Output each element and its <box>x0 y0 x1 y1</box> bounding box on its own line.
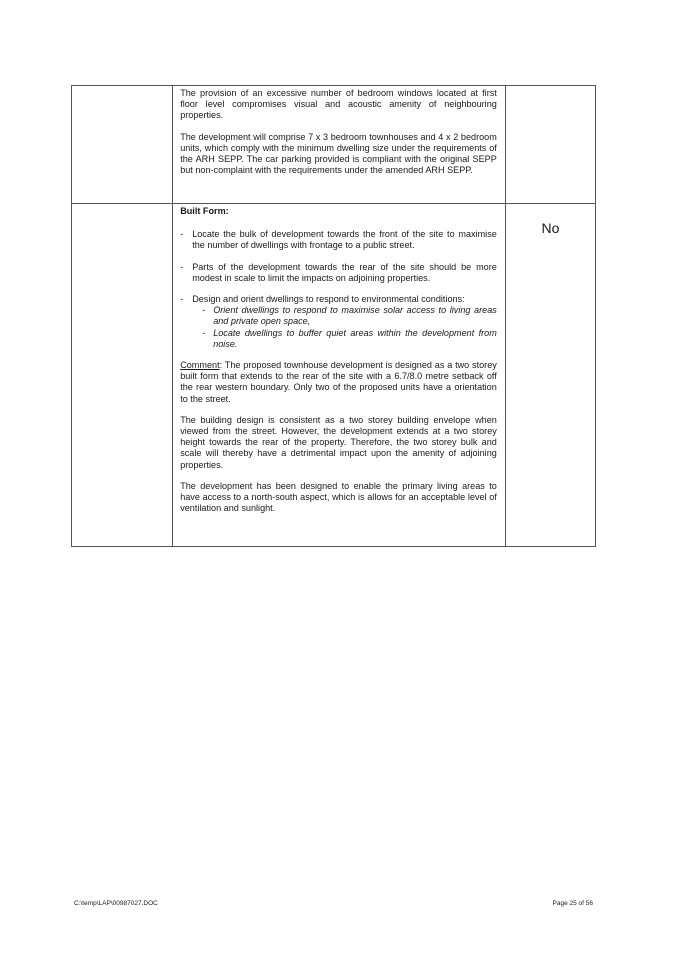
footer-file-path: C:\temp\LAP\00987027.DOC <box>74 900 158 907</box>
footer-page-number: Page 25 of 56 <box>552 900 593 907</box>
table-cell-text <box>173 86 506 204</box>
dash-bullet-icon: - <box>180 261 184 272</box>
dash-bullet-icon: - <box>202 305 206 316</box>
table-cell-status <box>505 204 595 547</box>
paragraph-building-design: The building design is consistent as a two storey building envelope when viewed from the street. However, the development extends at a two storey height towards the rear of the property. Therefore, the two storey bulk and scale will thereby have a detrimental impact upon the amenity of adjoining properties. <box>180 414 497 470</box>
paragraph-comment <box>180 360 497 405</box>
dash-bullet-icon: - <box>202 327 206 338</box>
sub-list-item-text: Orient dwellings to respond to maximise solar access to living areas and private open space, <box>213 305 497 327</box>
list-item <box>180 262 497 284</box>
paragraph-amenity: The provision of an excessive number of bedroom windows located at first floor level compromises visual and acoustic amenity of neighbouring properties. <box>180 88 497 121</box>
sub-list-item <box>202 328 497 350</box>
list-item-text: Design and orient dwellings to respond to environmental conditions: <box>192 294 465 305</box>
sub-list-item <box>202 305 497 327</box>
dash-bullet-icon: - <box>180 294 184 305</box>
list-item-text: Parts of the development towards the rear of the site should be more modest in scale to limit the impacts on adjoining properties. <box>192 261 497 283</box>
table-row <box>72 204 596 547</box>
paragraph-living-areas: The development has been designed to enable the primary living areas to have access to a north-south aspect, which is allows for an acceptable level of ventilation and sunlight. <box>180 480 497 514</box>
table-row <box>72 86 596 204</box>
assessment-table <box>71 85 596 547</box>
table-cell-empty <box>72 86 173 204</box>
list-item <box>180 229 497 251</box>
dash-bullet-icon: - <box>180 229 184 240</box>
list-item-text: Locate the bulk of development towards the front of the site to maximise the number of dwellings with frontage to a public street. <box>192 229 497 251</box>
table-cell-empty <box>72 204 173 547</box>
list-item <box>180 294 497 350</box>
paragraph-dwelling-composition: The development will comprise 7 x 3 bedroom townhouses and 4 x 2 bedroom units, which comply with the minimum dwelling size under the requirements of the ARH SEPP. The car parking provided is compliant with the original SEPP but non-complaint with the requirements under the amended ARH SEPP. <box>180 131 497 176</box>
section-heading-built-form: Built Form: <box>180 206 229 216</box>
table-cell-status-empty <box>505 86 595 204</box>
table-cell-text <box>173 204 506 547</box>
sub-list-item-text: Locate dwellings to buffer quiet areas within the development from noise. <box>213 327 497 349</box>
compliance-status: No <box>541 220 560 236</box>
comment-label: Comment <box>180 360 220 371</box>
comment-text: : The proposed townhouse development is designed as a two storey built form that extends to the rear of the site with a 6.7/8.0 metre setback off the rear western boundary. Only two of the proposed units have a orientation to the street. <box>180 360 497 404</box>
